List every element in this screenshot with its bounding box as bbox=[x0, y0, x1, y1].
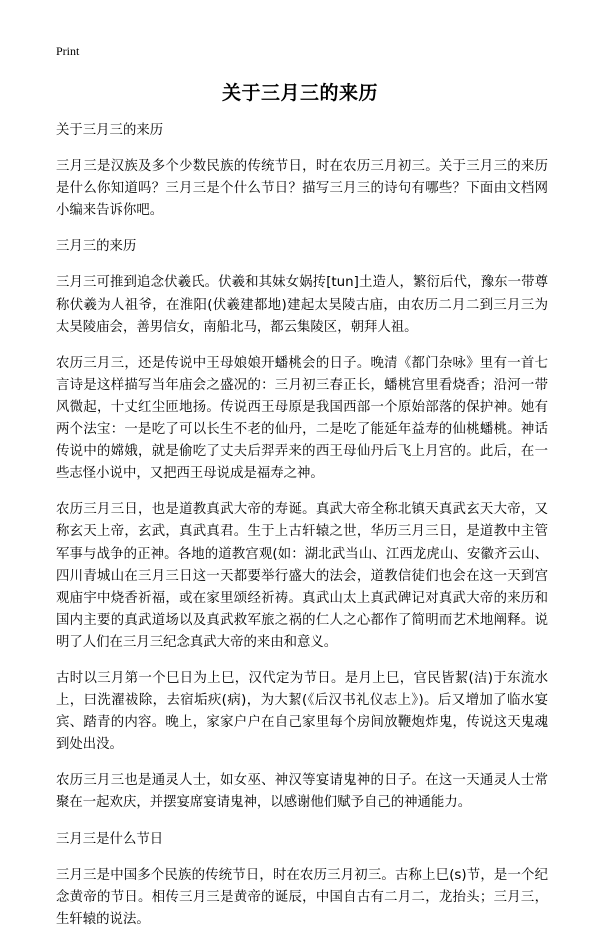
section-heading-origin: 三月三的来历 bbox=[56, 239, 137, 255]
paragraph-festival: 三月三是中国多个民族的传统节日，时在农历三月初三。古称上巳(s)节，是一个纪念黄帝的节日。相传三月三是黄帝的诞辰，中国自古有二月二，龙抬头；三月三，生轩辕的说法。 bbox=[56, 867, 548, 927]
document-title: 关于三月三的来历 bbox=[221, 82, 378, 104]
section-heading-what-festival: 三月三是什么节日 bbox=[56, 831, 164, 847]
print-link[interactable]: Print bbox=[56, 44, 80, 58]
paragraph-fuxi: 三月三可推到追念伏羲氏。伏羲和其妹女娲抟[tun]土造人，繁衍后代，豫东一带尊称伏羲为人祖爷，在淮阳(伏羲建都地)建起太昊陵古庙，由农历二月二到三月三为太昊陵庙会，善男信女，南船北马，都云集陵区，朝拜人祖。 bbox=[56, 275, 548, 335]
paragraph-shangsi: 古时以三月第一个巳日为上巳，汉代定为节日。是月上巳，官民皆絜(洁)于东流水上，曰洗濯祓除，去宿垢疢(病)，为大絜(《后汉书礼仪志上》)。后又增加了临水宴宾、踏青的内容。晚上，家家户户在自己家里每个房间放鞭炮炸鬼，传说这天鬼魂到处出没。 bbox=[56, 670, 548, 753]
paragraph-intro: 三月三是汉族及多个少数民族的传统节日，时在农历三月初三。关于三月三的来历是什么你知道吗？三月三是个什么节日？描写三月三的诗句有哪些？下面由文档网小编来告诉你吧。 bbox=[56, 159, 548, 219]
document-body bbox=[56, 120, 548, 945]
paragraph-zhenwu: 农历三月三日，也是道教真武大帝的寿诞。真武大帝全称北镇天真武玄天大帝，又称玄天上帝，玄武，真武真君。生于上古轩辕之世，华历三月三日，是道教中主管军事与战争的正神。各地的道教宫观(如：湖北武当山、江西龙虎山、安徽齐云山、四川青城山在三月三日这一天都要举行盛大的法会，道教信徒们也会在这一天到宫观庙宇中烧香祈福，或在家里颂经祈祷。真武山太上真武碑记对真武大帝的来历和国内主要的真武道场以及真武救军旅之祸的仁人之心都作了简明而艺术地阐释。说明了人们在三月三纪念真武大帝的来由和意义。 bbox=[56, 502, 548, 650]
paragraph-queen-mother: 农历三月三，还是传说中王母娘娘开蟠桃会的日子。晚清《都门杂咏》里有一首七言诗是这样描写当年庙会之盛况的：三月初三春正长，蟠桃宫里看烧香；沿河一带风微起，十丈红尘匝地扬。传说西王母原是我国西部一个原始部落的保护神。她有两个法宝：一是吃了可以长生不老的仙丹，二是吃了能延年益寿的仙桃蟠桃。神话传说中的嫦娥，就是偷吃了丈夫后羿弄来的西王母仙丹后飞上月宫的。此后，在一些志怪小说中，又把西王母说成是福寿之神。 bbox=[56, 355, 548, 482]
section-heading-intro: 关于三月三的来历 bbox=[56, 123, 164, 138]
paragraph-spirit-mediums: 农历三月三也是通灵人士，如女巫、神汉等宴请鬼神的日子。在这一天通灵人士常聚在一起欢庆，并摆宴席宴请鬼神，以感谢他们赋予自己的神通能力。 bbox=[56, 773, 548, 811]
